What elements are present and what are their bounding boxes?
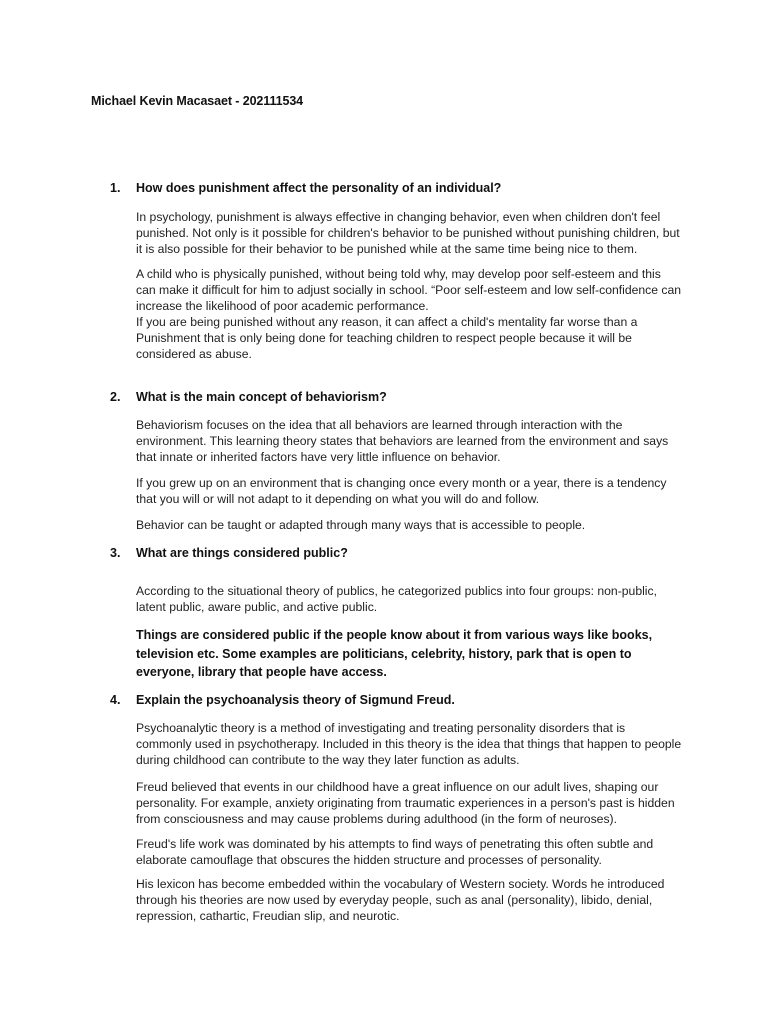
- question-4-number: 4.: [110, 693, 121, 707]
- question-3-bold-paragraph: Things are considered public if the people know about it from various ways like books, television etc. Some examples are politicians, celebrity, history, park that is open to everyone, library that people have access.: [136, 628, 653, 679]
- question-2-paragraph-1: Behaviorism focuses on the idea that all behaviors are learned through interaction with the environment. This learning theory states that behaviors are learned from the environment and says that innate or inherited factors have very little influence on behavior.: [136, 418, 669, 464]
- question-3-number: 3.: [110, 546, 121, 560]
- question-2-paragraph-2: If you grew up on an environment that is changing once every month or a year, there is a tendency that you will or will not adapt to it depending on what you will do and follow.: [136, 476, 667, 506]
- question-3-paragraph-1: According to the situational theory of publics, he categorized publics into four groups: non-public, latent public, aware public, and active public.: [136, 584, 657, 614]
- question-1-title: How does punishment affect the personality of an individual?: [136, 181, 502, 195]
- question-4-paragraph-4: His lexicon has become embedded within the vocabulary of Western society. Words he introduced through his theories are now used by everyday people, such as anal (personality), libido, denial, repression, cathartic, Freudian slip, and neurotic.: [136, 877, 665, 923]
- question-1-number: 1.: [110, 181, 121, 195]
- question-2-paragraph-3: Behavior can be taught or adapted through many ways that is accessible to people.: [136, 518, 586, 532]
- question-4-paragraph-3: Freud's life work was dominated by his attempts to find ways of penetrating this often subtle and elaborate camouflage that obscures the hidden structure and processes of personality.: [136, 837, 654, 867]
- question-4-title: Explain the psychoanalysis theory of Sigmund Freud.: [136, 693, 455, 707]
- question-4-paragraph-2: Freud believed that events in our childhood have a great influence on our adult lives, shaping our personality. For example, anxiety originating from traumatic experiences in a person's past is hidden from consciousness and may cause problems during adulthood (in the form of neuroses).: [136, 780, 675, 826]
- author-line: Michael Kevin Macasaet - 202111534: [91, 94, 304, 108]
- question-3-title: What are things considered public?: [136, 546, 348, 560]
- question-1-paragraph-3: If you are being punished without any reason, it can affect a child's mentality far worse than a Punishment that is only being done for teaching children to respect people because it will be considered as abuse.: [136, 315, 638, 361]
- question-2-number: 2.: [110, 390, 121, 404]
- question-2-title: What is the main concept of behaviorism?: [136, 390, 387, 404]
- question-1-paragraph-1: In psychology, punishment is always effective in changing behavior, even when children don't feel punished. Not only is it possible for children's behavior to be punished without punishing children, but it is also possible for their behavior to be punished while at the same time being nice to them.: [136, 210, 680, 256]
- question-4-paragraph-1: Psychoanalytic theory is a method of investigating and treating personality disorders that is commonly used in psychotherapy. Included in this theory is the idea that things that happen to people during childhood can contribute to the way they later function as adults.: [136, 721, 682, 767]
- question-1-paragraph-2: A child who is physically punished, without being told why, may develop poor self-esteem and this can make it difficult for him to adjust socially in school. “Poor self-esteem and low self-confidence can increase the likelihood of poor academic performance.: [136, 267, 682, 313]
